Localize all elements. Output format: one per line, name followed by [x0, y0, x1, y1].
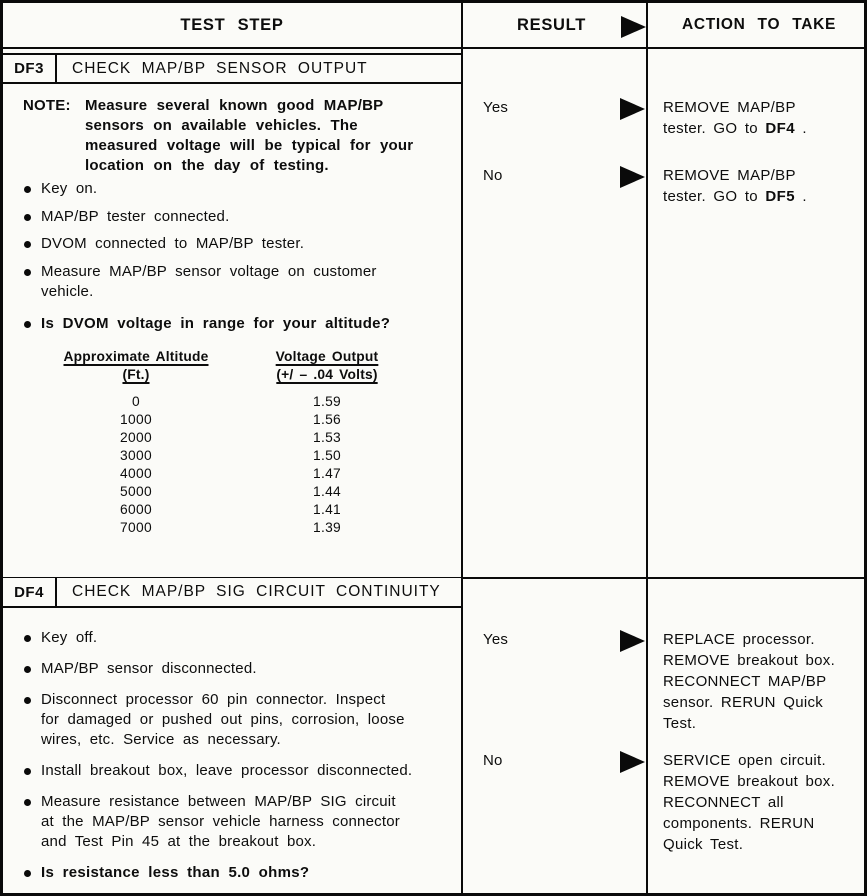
action-cell	[646, 97, 867, 139]
bullet-icon	[24, 697, 31, 704]
result-arrow-icon	[620, 98, 645, 120]
voltage-column-header: Voltage Output (+/ – .04 Volts)	[275, 349, 379, 382]
bullet-icon	[24, 635, 31, 642]
list-item: MAP/BP sensor disconnected.	[3, 659, 461, 679]
table-cell: 7000	[120, 520, 152, 535]
column-header-result	[461, 3, 646, 47]
table-cell: 1.53	[312, 430, 342, 445]
step-reference: DF4	[765, 120, 795, 137]
bullet-icon	[24, 768, 31, 775]
altitude-voltage-table	[51, 348, 461, 537]
df3-bullet-list	[3, 179, 461, 334]
table-cell: 2000	[120, 430, 152, 445]
step-id-badge: DF3	[3, 55, 57, 82]
result-cell	[463, 97, 646, 139]
step-bar-df3	[3, 53, 461, 84]
bullet-icon	[24, 269, 31, 276]
df4-result-row-yes	[463, 629, 867, 734]
voltage-column	[266, 348, 388, 537]
table-cell: 1.39	[312, 520, 342, 535]
action-text: REMOVE MAP/BP tester. GO to DF5 .	[663, 167, 807, 205]
altitude-column-header: Approximate Altitude (Ft.)	[63, 349, 209, 382]
voltage-values	[266, 393, 388, 537]
list-item: DVOM connected to MAP/BP tester.	[3, 234, 461, 255]
table-cell: 1.59	[312, 394, 342, 409]
altitude-column	[51, 348, 221, 537]
result-arrow-icon	[620, 630, 645, 652]
list-item: Key off.	[3, 628, 461, 648]
bullet-icon	[24, 186, 31, 193]
result-arrow-icon	[620, 751, 645, 773]
action-header-label: ACTION TO TAKE	[681, 16, 837, 33]
list-item: Measure resistance between MAP/BP SIG circuit at the MAP/BP sensor vehicle harness connector and Test Pin 45 at the breakout box.	[3, 792, 461, 852]
note-label: NOTE:	[23, 97, 71, 114]
column-header-test-step	[3, 3, 461, 47]
action-text: REPLACE processor. REMOVE breakout box. RECONNECT MAP/BP sensor. RERUN Quick Test.	[663, 631, 836, 732]
step-title: CHECK MAP/BP SIG CIRCUIT CONTINUITY	[72, 583, 441, 600]
bullet-icon	[24, 799, 31, 806]
header-row-divider	[3, 47, 864, 49]
result-label: Yes	[483, 631, 509, 648]
step-bar-df4	[3, 578, 461, 608]
column-header-action	[648, 3, 867, 47]
result-cell	[463, 165, 646, 207]
bullet-icon	[24, 870, 31, 877]
table-cell: 1.56	[312, 412, 342, 427]
df4-result-row-no	[463, 750, 867, 855]
table-cell: 1.44	[312, 484, 342, 499]
action-text: REMOVE MAP/BP tester. GO to DF4 .	[663, 99, 807, 137]
result-arrow-icon	[620, 166, 645, 188]
result-label: No	[483, 752, 503, 769]
list-item: Install breakout box, leave processor disconnected.	[3, 761, 461, 781]
df4-bullet-list	[3, 628, 461, 883]
table-cell: 1.41	[312, 502, 342, 517]
table-cell: 5000	[120, 484, 152, 499]
result-cell	[463, 629, 646, 734]
list-item-question: Is resistance less than 5.0 ohms?	[3, 863, 461, 883]
result-arrow-icon	[621, 16, 646, 38]
result-header-label: RESULT	[517, 15, 586, 34]
table-cell: 0	[132, 394, 140, 409]
bullet-icon	[24, 321, 31, 328]
table-cell: 1.47	[312, 466, 342, 481]
list-item: Key on.	[3, 179, 461, 200]
action-cell	[646, 165, 867, 207]
list-item: Disconnect processor 60 pin connector. Inspect for damaged or pushed out pins, corrosion, loose wires, etc. Service as necessary.	[3, 690, 461, 750]
altitude-values	[51, 393, 221, 537]
note-block	[23, 96, 461, 176]
df3-test-step-content	[3, 87, 461, 537]
table-cell: 1000	[120, 412, 152, 427]
list-item-question: Is DVOM voltage in range for your altitude?	[3, 314, 461, 335]
bullet-icon	[24, 241, 31, 248]
bullet-icon	[24, 666, 31, 673]
step-reference: DF5	[765, 188, 795, 205]
bullet-icon	[24, 214, 31, 221]
note-text: Measure several known good MAP/BP sensors on available vehicles. The measured voltage will be typical for your location on the day of testing.	[85, 97, 414, 174]
df4-test-step-content	[3, 608, 461, 894]
table-cell: 4000	[120, 466, 152, 481]
df3-result-row-no	[463, 165, 867, 207]
step-id-badge: DF4	[3, 578, 57, 606]
result-label: No	[483, 167, 503, 184]
result-label: Yes	[483, 99, 509, 116]
table-cell: 3000	[120, 448, 152, 463]
list-item: Measure MAP/BP sensor voltage on customer vehicle.	[3, 262, 461, 303]
table-cell: 1.50	[312, 448, 342, 463]
test-step-header-label: TEST STEP	[180, 15, 284, 34]
action-cell	[646, 750, 867, 855]
table-cell: 6000	[120, 502, 152, 517]
df3-result-row-yes	[463, 97, 867, 139]
action-cell	[646, 629, 867, 734]
result-cell	[463, 750, 646, 855]
action-text: SERVICE open circuit. REMOVE breakout box. RECONNECT all components. RERUN Quick Test.	[663, 752, 836, 853]
step-title: CHECK MAP/BP SENSOR OUTPUT	[72, 59, 368, 77]
list-item: MAP/BP tester connected.	[3, 207, 461, 228]
